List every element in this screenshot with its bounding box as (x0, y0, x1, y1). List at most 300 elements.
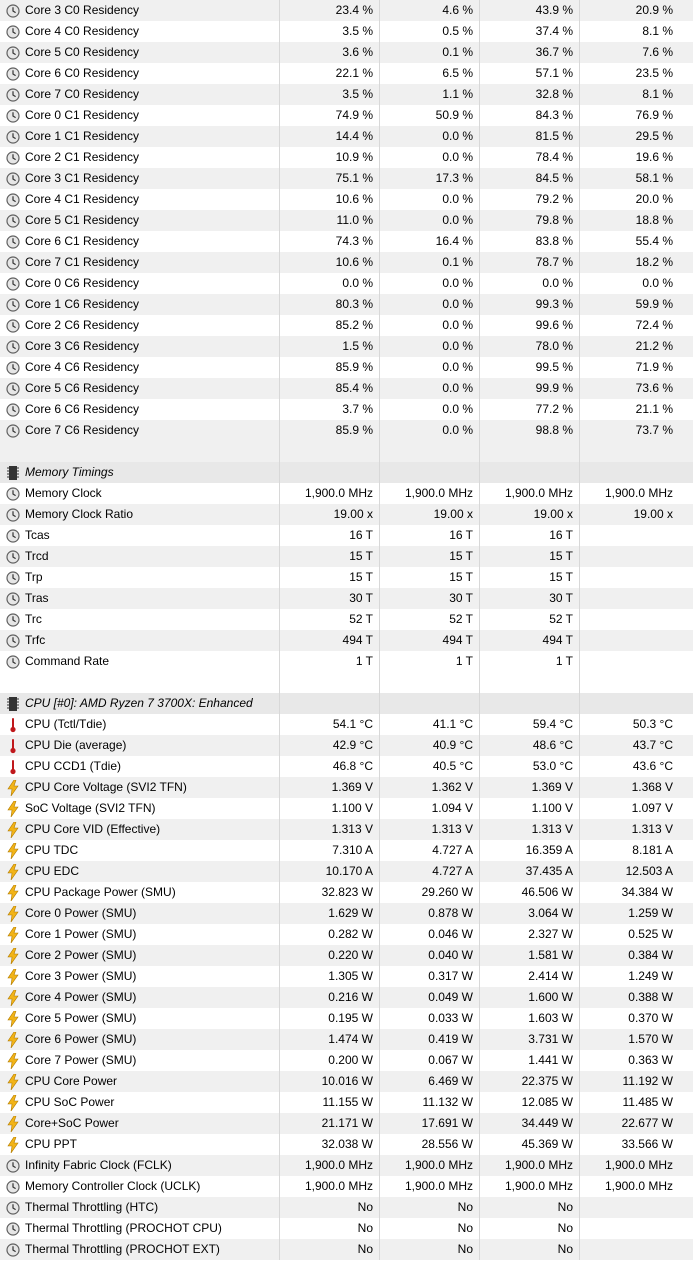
sensor-row[interactable] (0, 1239, 693, 1260)
sensor-label: CPU Core Power (25, 1074, 118, 1088)
sensor-row[interactable] (0, 1092, 693, 1113)
average-value: 0.363 W (579, 1050, 693, 1071)
sensor-row[interactable] (0, 252, 693, 273)
spacer-cell (479, 672, 579, 693)
maximum-value: No (479, 1239, 579, 1260)
sensor-name-cell (0, 189, 279, 210)
minimum-value: 1,900.0 MHz (379, 1176, 479, 1197)
average-value: 8.1 % (579, 21, 693, 42)
average-value (579, 1218, 693, 1239)
sensor-label: Infinity Fabric Clock (FCLK) (25, 1158, 172, 1172)
current-value: 15 T (279, 546, 379, 567)
chip-icon (5, 696, 21, 712)
sensor-row[interactable] (0, 168, 693, 189)
lightning-icon (5, 780, 21, 796)
minimum-value: 0.0 % (379, 147, 479, 168)
sensor-name-cell (0, 1134, 279, 1155)
clock-icon (5, 570, 21, 586)
header-empty-cell (279, 462, 379, 483)
sensor-row[interactable] (0, 1197, 693, 1218)
sensor-name-cell (0, 231, 279, 252)
clock-icon (5, 108, 21, 124)
sensor-name-cell (0, 210, 279, 231)
lightning-icon (5, 843, 21, 859)
header-empty-cell (479, 462, 579, 483)
sensor-name-cell (0, 1113, 279, 1134)
maximum-value: 34.449 W (479, 1113, 579, 1134)
sensor-name-cell (0, 105, 279, 126)
minimum-value: 0.0 % (379, 210, 479, 231)
sensor-row[interactable] (0, 567, 693, 588)
sensor-label: CPU CCD1 (Tdie) (25, 759, 122, 773)
average-value: 1.368 V (579, 777, 693, 798)
sensor-row[interactable] (0, 840, 693, 861)
sensor-row[interactable] (0, 336, 693, 357)
header-empty-cell (279, 693, 379, 714)
sensor-row[interactable] (0, 882, 693, 903)
sensor-row[interactable] (0, 819, 693, 840)
minimum-value: 28.556 W (379, 1134, 479, 1155)
minimum-value: 0.419 W (379, 1029, 479, 1050)
lightning-icon (5, 864, 21, 880)
maximum-value: 12.085 W (479, 1092, 579, 1113)
sensor-row[interactable] (0, 777, 693, 798)
maximum-value: 36.7 % (479, 42, 579, 63)
current-value: 32.038 W (279, 1134, 379, 1155)
sensor-row[interactable] (0, 357, 693, 378)
clock-icon (5, 381, 21, 397)
minimum-value: 0.0 % (379, 336, 479, 357)
sensor-row[interactable] (0, 1176, 693, 1197)
minimum-value: 1.094 V (379, 798, 479, 819)
clock-icon (5, 402, 21, 418)
minimum-value: 0.1 % (379, 42, 479, 63)
sensor-row[interactable] (0, 630, 693, 651)
sensor-name-cell (0, 252, 279, 273)
sensor-name-cell (0, 630, 279, 651)
sensor-row[interactable] (0, 1155, 693, 1176)
clock-icon (5, 612, 21, 628)
clock-icon (5, 150, 21, 166)
sensor-name-cell (0, 378, 279, 399)
sensor-name-cell (0, 651, 279, 672)
sensor-row[interactable] (0, 42, 693, 63)
sensor-label: Trcd (25, 549, 49, 563)
average-value: 20.9 % (579, 0, 693, 21)
sensor-row[interactable] (0, 1008, 693, 1029)
sensor-label: Core 4 C0 Residency (25, 24, 140, 38)
sensor-row[interactable] (0, 420, 693, 441)
minimum-value: 0.317 W (379, 966, 479, 987)
sensor-name-cell (0, 1050, 279, 1071)
section-title: Memory Timings (25, 465, 114, 479)
sensor-name-cell (0, 735, 279, 756)
clock-icon (5, 507, 21, 523)
minimum-value: 0.040 W (379, 945, 479, 966)
sensor-name-cell (0, 1029, 279, 1050)
sensor-row[interactable] (0, 315, 693, 336)
minimum-value: 0.046 W (379, 924, 479, 945)
sensor-label: Core 2 C1 Residency (25, 150, 140, 164)
sensor-row[interactable] (0, 756, 693, 777)
sensor-row[interactable] (0, 0, 693, 21)
sensor-row[interactable] (0, 399, 693, 420)
minimum-value: 41.1 °C (379, 714, 479, 735)
current-value: 75.1 % (279, 168, 379, 189)
sensor-name-cell (0, 1218, 279, 1239)
sensor-name-cell (0, 1008, 279, 1029)
current-value: 0.195 W (279, 1008, 379, 1029)
thermometer-icon (5, 759, 21, 775)
average-value: 43.7 °C (579, 735, 693, 756)
sensor-label: Core 3 C0 Residency (25, 3, 140, 17)
minimum-value: 0.067 W (379, 1050, 479, 1071)
sensor-row[interactable] (0, 945, 693, 966)
sensor-label: Core 6 C6 Residency (25, 402, 140, 416)
current-value: 1.305 W (279, 966, 379, 987)
maximum-value: No (479, 1218, 579, 1239)
clock-icon (5, 318, 21, 334)
current-value: 10.6 % (279, 252, 379, 273)
current-value: 11.155 W (279, 1092, 379, 1113)
average-value: 58.1 % (579, 168, 693, 189)
average-value: 72.4 % (579, 315, 693, 336)
sensor-name-cell (0, 1071, 279, 1092)
lightning-icon (5, 990, 21, 1006)
sensor-row[interactable] (0, 273, 693, 294)
minimum-value: 0.0 % (379, 357, 479, 378)
current-value: 52 T (279, 609, 379, 630)
average-value: 11.485 W (579, 1092, 693, 1113)
sensor-name-cell (0, 504, 279, 525)
minimum-value: 0.0 % (379, 315, 479, 336)
maximum-value: 78.0 % (479, 336, 579, 357)
lightning-icon (5, 1053, 21, 1069)
clock-icon (5, 486, 21, 502)
sensor-label: Core 3 Power (SMU) (25, 969, 137, 983)
sensor-name-cell (0, 882, 279, 903)
sensor-name-cell (0, 63, 279, 84)
maximum-value: 1.441 W (479, 1050, 579, 1071)
sensor-label: Core 4 C1 Residency (25, 192, 140, 206)
sensor-row[interactable] (0, 609, 693, 630)
sensor-row[interactable] (0, 588, 693, 609)
sensor-row[interactable] (0, 210, 693, 231)
average-value: 23.5 % (579, 63, 693, 84)
maximum-value: 1,900.0 MHz (479, 1176, 579, 1197)
maximum-value: 99.3 % (479, 294, 579, 315)
sensor-label: Core 4 Power (SMU) (25, 990, 137, 1004)
sensor-label: Core 5 Power (SMU) (25, 1011, 137, 1025)
current-value: 0.0 % (279, 273, 379, 294)
minimum-value: 0.0 % (379, 294, 479, 315)
chip-icon (5, 465, 21, 481)
sensor-row[interactable] (0, 231, 693, 252)
minimum-value: 6.5 % (379, 63, 479, 84)
sensor-label: Core 1 Power (SMU) (25, 927, 137, 941)
header-empty-cell (379, 693, 479, 714)
maximum-value: 45.369 W (479, 1134, 579, 1155)
average-value: 0.384 W (579, 945, 693, 966)
current-value: 3.6 % (279, 42, 379, 63)
sensor-label: Memory Controller Clock (UCLK) (25, 1179, 201, 1193)
sensor-label: Core 5 C0 Residency (25, 45, 140, 59)
minimum-value: 17.3 % (379, 168, 479, 189)
sensor-name-cell (0, 714, 279, 735)
sensor-label: Core 7 C1 Residency (25, 255, 140, 269)
lightning-icon (5, 927, 21, 943)
clock-icon (5, 1200, 21, 1216)
sensor-row[interactable] (0, 1113, 693, 1134)
sensor-name-cell (0, 21, 279, 42)
current-value: 494 T (279, 630, 379, 651)
maximum-value: 77.2 % (479, 399, 579, 420)
average-value: 0.370 W (579, 1008, 693, 1029)
average-value (579, 567, 693, 588)
sensor-row[interactable] (0, 1029, 693, 1050)
average-value: 33.566 W (579, 1134, 693, 1155)
section-header[interactable] (0, 462, 693, 483)
current-value: 1,900.0 MHz (279, 1155, 379, 1176)
current-value: 42.9 °C (279, 735, 379, 756)
current-value: No (279, 1197, 379, 1218)
clock-icon (5, 1242, 21, 1258)
sensor-row[interactable] (0, 189, 693, 210)
average-value: 0.525 W (579, 924, 693, 945)
sensor-label: Command Rate (25, 654, 110, 668)
sensor-name-cell (0, 294, 279, 315)
current-value: 1,900.0 MHz (279, 483, 379, 504)
sensor-label: Memory Clock (25, 486, 102, 500)
clock-icon (5, 360, 21, 376)
current-value: 10.6 % (279, 189, 379, 210)
sensor-row[interactable] (0, 924, 693, 945)
sensor-row[interactable] (0, 525, 693, 546)
minimum-value: 0.0 % (379, 420, 479, 441)
average-value: 1,900.0 MHz (579, 1176, 693, 1197)
lightning-icon (5, 885, 21, 901)
sensor-name-cell (0, 399, 279, 420)
minimum-value: 1 T (379, 651, 479, 672)
sensor-name-cell (0, 987, 279, 1008)
sensor-row[interactable] (0, 294, 693, 315)
sensor-row[interactable] (0, 966, 693, 987)
maximum-value: 98.8 % (479, 420, 579, 441)
maximum-value: 84.3 % (479, 105, 579, 126)
sensor-name-cell (0, 126, 279, 147)
sensor-name-cell (0, 357, 279, 378)
sensor-label: Trfc (25, 633, 46, 647)
current-value: 15 T (279, 567, 379, 588)
average-value: 76.9 % (579, 105, 693, 126)
clock-icon (5, 1179, 21, 1195)
sensor-label: Tcas (25, 528, 50, 542)
sensor-label: Thermal Throttling (PROCHOT EXT) (25, 1242, 220, 1256)
minimum-value: 0.0 % (379, 189, 479, 210)
current-value: 1.369 V (279, 777, 379, 798)
current-value: 54.1 °C (279, 714, 379, 735)
minimum-value: 11.132 W (379, 1092, 479, 1113)
sensor-row[interactable] (0, 147, 693, 168)
average-value: 21.1 % (579, 399, 693, 420)
sensor-label: Core 6 C0 Residency (25, 66, 140, 80)
average-value (579, 609, 693, 630)
sensor-row[interactable] (0, 504, 693, 525)
lightning-icon (5, 1116, 21, 1132)
maximum-value: 1,900.0 MHz (479, 1155, 579, 1176)
sensor-row[interactable] (0, 1071, 693, 1092)
average-value: 71.9 % (579, 357, 693, 378)
spacer-cell (379, 672, 479, 693)
sensor-row[interactable] (0, 126, 693, 147)
current-value: 1.313 V (279, 819, 379, 840)
minimum-value: 1,900.0 MHz (379, 1155, 479, 1176)
sensor-name-cell (0, 315, 279, 336)
minimum-value: 1.1 % (379, 84, 479, 105)
maximum-value: 22.375 W (479, 1071, 579, 1092)
sensor-row[interactable] (0, 84, 693, 105)
sensor-label: Core 6 Power (SMU) (25, 1032, 137, 1046)
minimum-value: 16 T (379, 525, 479, 546)
maximum-value: 79.8 % (479, 210, 579, 231)
lightning-icon (5, 1137, 21, 1153)
current-value: 30 T (279, 588, 379, 609)
average-value: 55.4 % (579, 231, 693, 252)
sensor-label: Core 1 C1 Residency (25, 129, 140, 143)
sensor-row[interactable] (0, 105, 693, 126)
sensor-row[interactable] (0, 798, 693, 819)
sensor-row[interactable] (0, 987, 693, 1008)
sensor-label: Core 3 C1 Residency (25, 171, 140, 185)
current-value: 0.200 W (279, 1050, 379, 1071)
maximum-value: 83.8 % (479, 231, 579, 252)
thermometer-icon (5, 717, 21, 733)
sensor-row[interactable] (0, 378, 693, 399)
maximum-value: 2.327 W (479, 924, 579, 945)
current-value: No (279, 1239, 379, 1260)
clock-icon (5, 171, 21, 187)
average-value: 22.677 W (579, 1113, 693, 1134)
maximum-value: 37.4 % (479, 21, 579, 42)
sensor-label: CPU TDC (25, 843, 79, 857)
clock-icon (5, 24, 21, 40)
average-value: 18.8 % (579, 210, 693, 231)
minimum-value: 29.260 W (379, 882, 479, 903)
sensor-label: Memory Clock Ratio (25, 507, 134, 521)
maximum-value: 2.414 W (479, 966, 579, 987)
lightning-icon (5, 822, 21, 838)
sensor-row[interactable] (0, 861, 693, 882)
maximum-value: 16 T (479, 525, 579, 546)
spacer-cell (0, 672, 279, 693)
sensor-name-cell (0, 567, 279, 588)
sensor-label: Core+SoC Power (25, 1116, 119, 1130)
average-value: 73.6 % (579, 378, 693, 399)
minimum-value: 0.5 % (379, 21, 479, 42)
thermometer-icon (5, 738, 21, 754)
sensor-label: Trp (25, 570, 43, 584)
lightning-icon (5, 906, 21, 922)
clock-icon (5, 129, 21, 145)
clock-icon (5, 654, 21, 670)
lightning-icon (5, 1095, 21, 1111)
sensor-row[interactable] (0, 483, 693, 504)
average-value: 1.259 W (579, 903, 693, 924)
lightning-icon (5, 801, 21, 817)
sensor-row[interactable] (0, 735, 693, 756)
maximum-value: 59.4 °C (479, 714, 579, 735)
sensor-row[interactable] (0, 21, 693, 42)
clock-icon (5, 528, 21, 544)
average-value (579, 1197, 693, 1218)
average-value: 1.097 V (579, 798, 693, 819)
sensor-label: Core 6 C1 Residency (25, 234, 140, 248)
minimum-value: 6.469 W (379, 1071, 479, 1092)
sensor-name-cell (0, 903, 279, 924)
section-header[interactable] (0, 693, 693, 714)
sensor-row[interactable] (0, 1134, 693, 1155)
current-value: 3.7 % (279, 399, 379, 420)
minimum-value: 16.4 % (379, 231, 479, 252)
current-value: 19.00 x (279, 504, 379, 525)
sensor-label: CPU SoC Power (25, 1095, 115, 1109)
minimum-value: 0.0 % (379, 273, 479, 294)
maximum-value: 16.359 A (479, 840, 579, 861)
sensor-name-cell (0, 1197, 279, 1218)
sensor-row[interactable] (0, 651, 693, 672)
sensor-label: CPU PPT (25, 1137, 78, 1151)
average-value (579, 546, 693, 567)
current-value: 85.9 % (279, 420, 379, 441)
average-value: 73.7 % (579, 420, 693, 441)
sensor-name-cell (0, 1239, 279, 1260)
current-value: 10.170 A (279, 861, 379, 882)
minimum-value: 0.0 % (379, 378, 479, 399)
minimum-value: 4.727 A (379, 861, 479, 882)
average-value: 29.5 % (579, 126, 693, 147)
maximum-value: 79.2 % (479, 189, 579, 210)
sensor-row[interactable] (0, 903, 693, 924)
sensor-row[interactable] (0, 63, 693, 84)
minimum-value: 1.313 V (379, 819, 479, 840)
sensor-label: CPU Die (average) (25, 738, 127, 752)
current-value: 3.5 % (279, 84, 379, 105)
clock-icon (5, 339, 21, 355)
maximum-value: 30 T (479, 588, 579, 609)
spacer-cell (479, 441, 579, 462)
maximum-value: 1 T (479, 651, 579, 672)
clock-icon (5, 549, 21, 565)
sensor-row[interactable] (0, 714, 693, 735)
clock-icon (5, 591, 21, 607)
minimum-value: 0.049 W (379, 987, 479, 1008)
sensor-row[interactable] (0, 1218, 693, 1239)
header-empty-cell (579, 693, 693, 714)
minimum-value: 1,900.0 MHz (379, 483, 479, 504)
sensor-name-cell (0, 1155, 279, 1176)
sensor-label: CPU EDC (25, 864, 80, 878)
sensor-name-cell (0, 420, 279, 441)
sensor-name-cell (0, 966, 279, 987)
sensor-row[interactable] (0, 546, 693, 567)
average-value: 0.0 % (579, 273, 693, 294)
maximum-value: 99.5 % (479, 357, 579, 378)
sensor-row[interactable] (0, 1050, 693, 1071)
spacer-cell (279, 672, 379, 693)
average-value (579, 525, 693, 546)
minimum-value: 4.727 A (379, 840, 479, 861)
average-value: 1.313 V (579, 819, 693, 840)
